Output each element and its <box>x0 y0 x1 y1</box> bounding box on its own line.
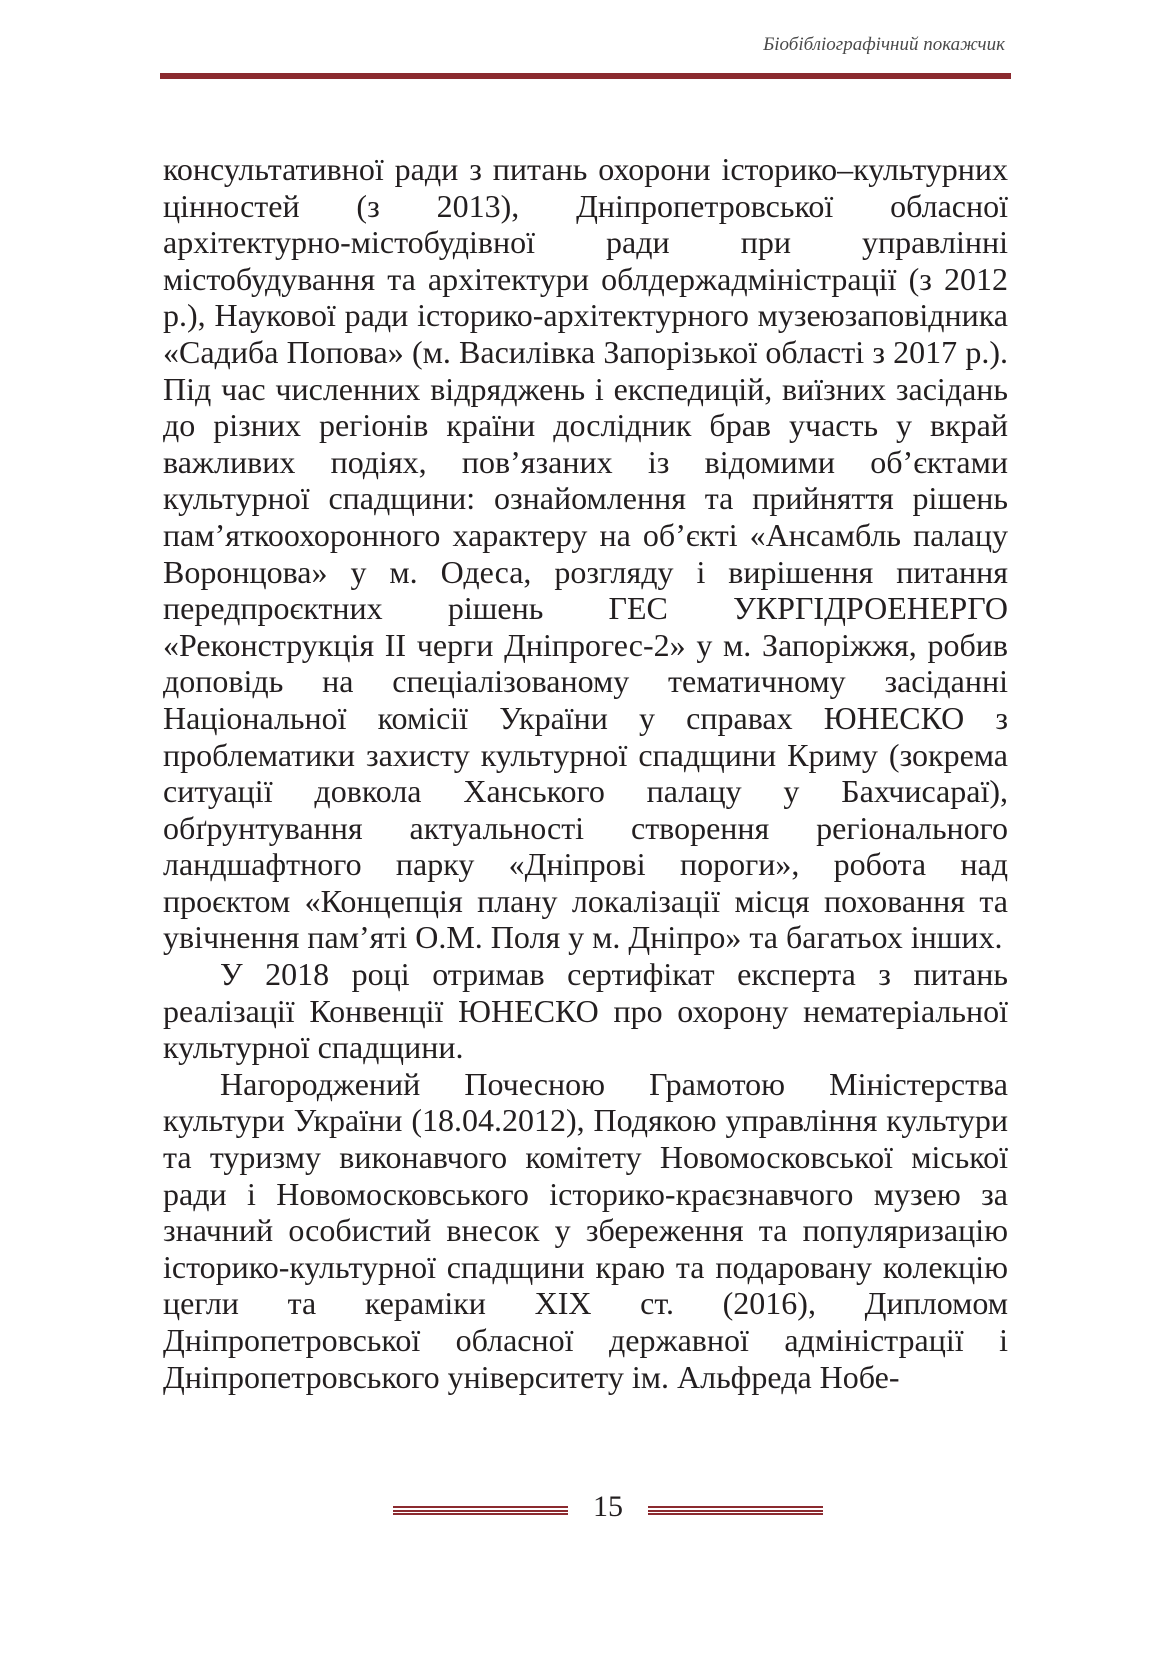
paragraph-awards: Нагороджений Почесною Грамотою Міністерства культури України (18.04.2012), Подякою управління культури та туризму виконавчого комітету Новомосковської міської ради і Новомосковського історико-краєзнавчого музею за значний особистий внесок у збереження та популяризацію історико-культурної спадщини краю та подаровану колекцію цегли та кераміки ХІХ ст. (2016), Дипломом Дніпропетровської обласної державної адміністрації і Дніпропетровського університету ім. Альфреда Нобе- <box>163 1065 1008 1395</box>
header-rule <box>160 73 1011 79</box>
paragraph-certificate: У 2018 році отримав сертифікат експерта з питань реалізації Конвенції ЮНЕСКО про охорону нематеріальної культурної спадщини. <box>163 956 1008 1066</box>
page-footer <box>0 1490 1166 1530</box>
running-header: Біобібліографічний покажчик <box>763 34 1005 55</box>
page-number: 15 <box>593 1490 623 1523</box>
body-text <box>163 151 1008 1395</box>
footer-ornament-right <box>648 1506 823 1515</box>
footer-ornament-left <box>393 1506 568 1515</box>
paragraph-continuation: консультативної ради з питань охорони історико–культурних цінностей (з 2013), Дніпропетровської обласної архітектурно-містобудівної ради при управлінні містобудування та архітектури облдержадміністрації (з 2012 р.), Наукової ради історико-архітектурного музеюзаповідника «Садиба Попова» (м. Василівка Запорізької області з 2017 р.). Під час численних відряджень і експедицій, виїзних засідань до різних регіонів країни дослідник брав участь у вкрай важливих подіях, пов’язаних із відомими об’єктами культурної спадщини: ознайомлення та прийняття рішень пам’яткоохоронного характеру на об’єкті «Ансамбль палацу Воронцова» у м. Одеса, розгляду і вирішення питання передпроєктних рішень ГЕС УКРГІДРОЕНЕРГО «Реконструкція ІІ черги Дніпрогес-2» у м. Запоріжжя, робив доповідь на спеціалізованому тематичному засіданні Національної комісії України у справах ЮНЕСКО з проблематики захисту культурної спадщини Криму (зокрема ситуації довкола Ханського палацу у Бахчисараї), обґрунтування актуальності створення регіонального ландшафтного парку «Дніпрові пороги», робота над проєктом «Концепція плану локалізації місця поховання та увічнення пам’яті О.М. Поля у м. Дніпро» та багатьох інших. <box>163 151 1008 956</box>
